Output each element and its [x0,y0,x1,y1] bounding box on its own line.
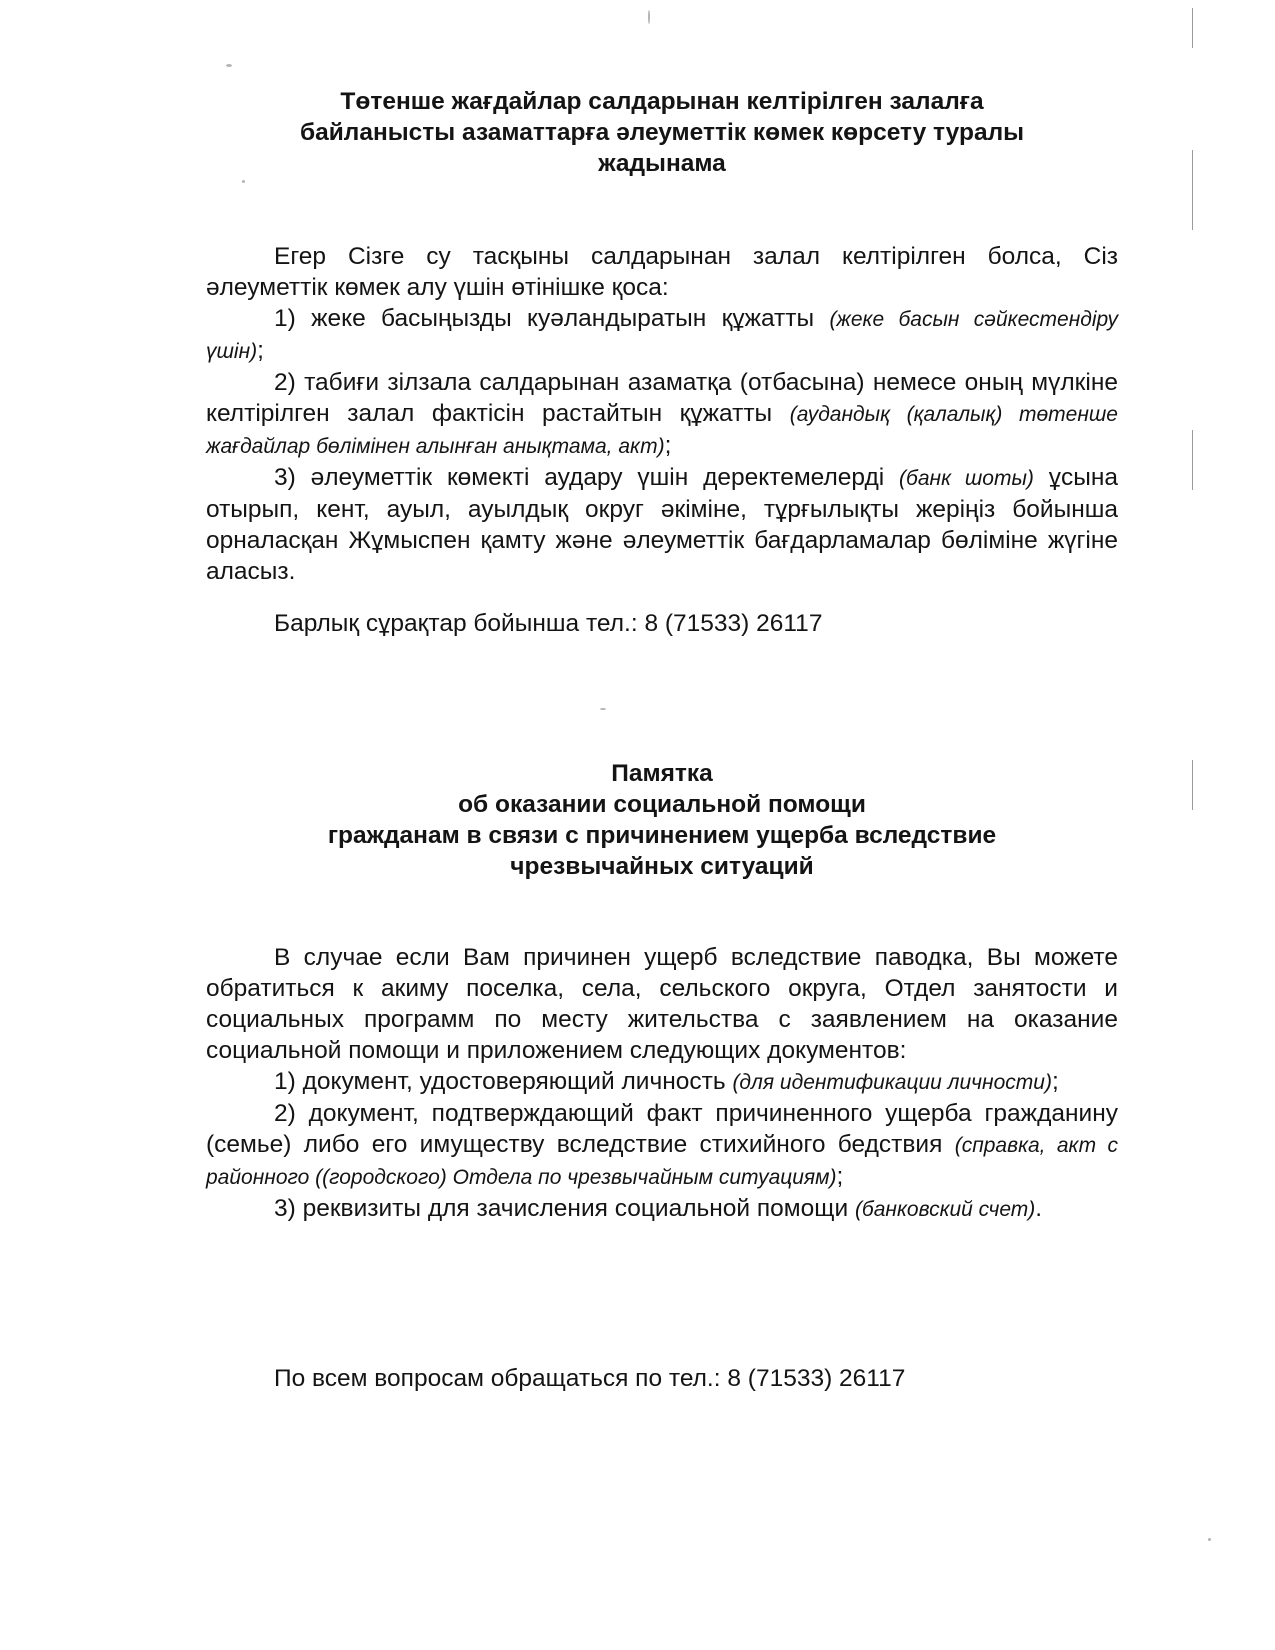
russian-contact-block [206,1363,1118,1394]
russian-title-line: чрезвычайных ситуаций [510,853,814,880]
kazakh-contact-block [206,608,1118,639]
item-note: (для идентификации личности) [732,1071,1052,1094]
russian-contact: По всем вопросам обращаться по тел.: 8 (71533) 26117 [274,1365,906,1392]
item-tail: ; [836,1163,844,1190]
scan-speck [226,64,232,67]
item-tail: ; [664,432,672,459]
item-note: (банковский счет) [854,1198,1036,1221]
russian-list-item [206,1066,1118,1098]
kazakh-list-item [206,367,1118,462]
russian-body [206,942,1118,1225]
kazakh-body [206,241,1118,587]
kazakh-title-line: Төтенше жағдайлар салдарынан келтірілген залалға [340,88,984,115]
item-note: (аудандық (қалалық) төтенше жағдайлар бөлімінен алынған анықтама, акт) [206,403,1118,458]
item-note: (справка, акт с районного ((городского) Отдела по чрезвычайным ситуациям) [206,1134,1119,1189]
kazakh-section [206,86,1118,179]
russian-intro: В случае если Вам причинен ущерб вследствие паводка, Вы можете обратиться к акиму поселка, села, сельского округа, Отдел занятости и социальных программ по месту жительства с заявлением на оказание социальной помощи и приложением следующих документов: [206,944,1118,1064]
scan-speck [242,180,245,183]
scan-speck [600,708,606,710]
russian-title-line: гражданам в связи с причинением ущерба вследствие [327,822,997,849]
item-tail: ; [257,337,264,364]
item-note: (банк шоты) [899,467,1034,490]
russian-title-line: Памятка [611,760,713,787]
scan-edge-line [1192,8,1193,48]
kazakh-title-line: жадынама [598,150,726,177]
kazakh-intro: Егер Сізге су тасқыны салдарынан залал келтірілген болса, Сіз әлеуметтік көмек алу үшін өтінішке қоса: [206,243,1118,301]
scan-speck [648,10,650,24]
item-note: (жеке басын сәйкестендіру үшін) [206,308,1119,363]
kazakh-title-line: байланысты азаматтарға әлеуметтік көмек көрсету туралы [299,119,1025,146]
russian-title [206,758,1118,882]
item-text: 2) табиғи зілзала салдарынан азаматқа (отбасына) немесе оның мүлкіне келтірілген залал фактісін растайтын құжатты [206,369,1118,427]
item-text: 3) реквизиты для зачисления социальной помощи [274,1195,849,1222]
scan-speck [1208,1538,1211,1541]
scan-edge-line [1192,760,1193,810]
item-text: 3) әлеуметтік көмекті аудару үшін деректемелерді [274,464,885,491]
russian-list-item [206,1193,1118,1225]
item-text: 1) документ, удостоверяющий личность [274,1068,726,1095]
scan-edge-line [1192,430,1193,490]
russian-title-line: об оказании социальной помощи [458,791,866,818]
item-text: 2) документ, подтверждающий факт причиненного ущерба гражданину (семье) либо его имуществу вследствие стихийного бедствия [206,1100,1118,1158]
item-tail: ұсына отырып, кент, ауыл, ауылдық округ әкіміне, тұрғылықты жеріңіз бойынша орналасқан Жұмыспен қамту және әлеуметтік бағдарламалар бөліміне жүгіне аласыз. [206,464,1118,585]
item-tail: . [1035,1195,1043,1222]
kazakh-list-item [206,303,1118,367]
item-text: 1) жеке басыңызды куәландыратын құжатты [274,305,815,332]
kazakh-contact: Барлық сұрақтар бойынша тел.: 8 (71533) 26117 [274,610,823,637]
kazakh-list-item [206,462,1118,587]
item-tail: ; [1051,1068,1059,1095]
scan-edge-line [1192,150,1193,230]
kazakh-title [206,86,1118,179]
russian-section [206,758,1118,882]
russian-list-item [206,1098,1118,1193]
